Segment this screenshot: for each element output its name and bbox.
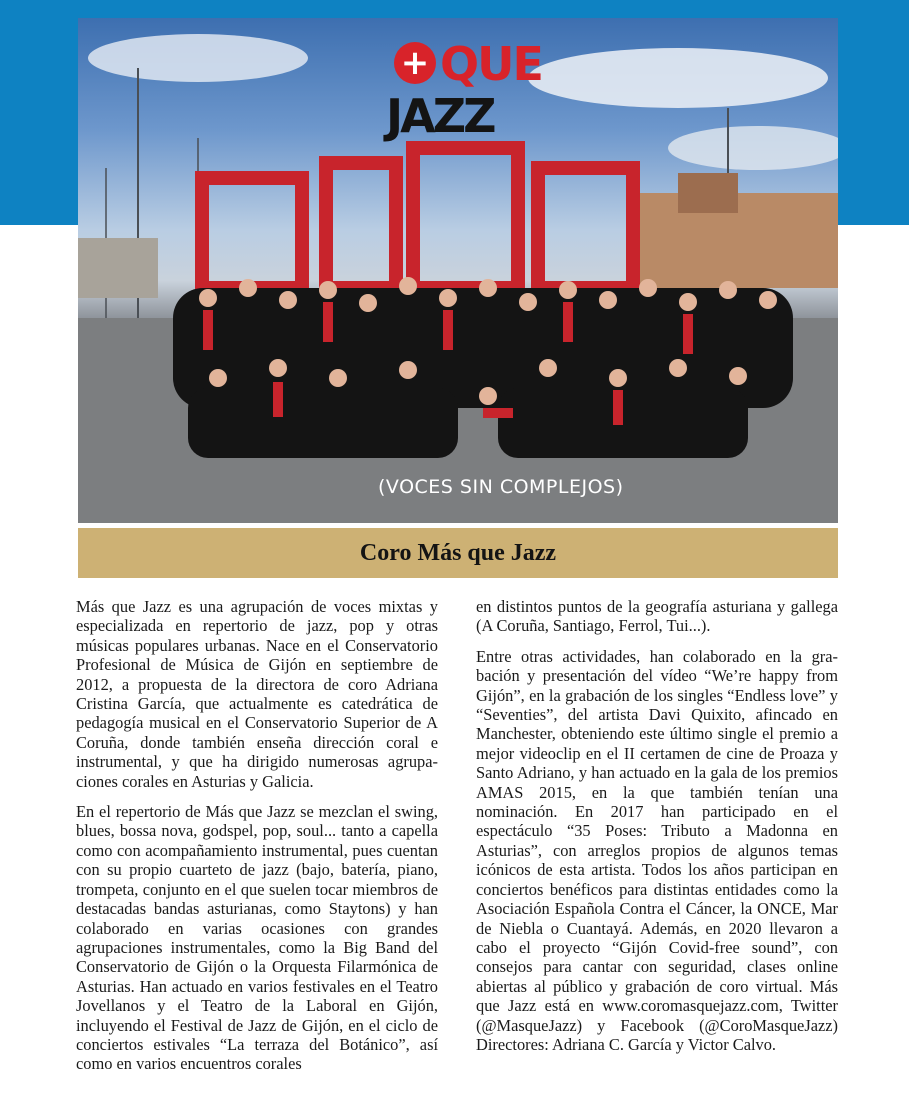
paragraph: Entre otras actividades, han colaborado en la grabación y presentación del vídeo “We’re happy from Gijón”, en la grabación de los singles “Endless love” y “Seventies”, del artista Davi Quixito, afincado en Manchester, obteniendo este último single el premio a mejor videoclip en el II certamen de cine de Proaza y Santo Adriano, y han actuado en la gala de los premios AMAS 2015, en la que también tenían una nominación. En 2017 han participado en el espectáculo “35 Poses: Tributo a Madonna en Asturias”, con arreglos propios de algunos temas icónicos de esta artista. Todos los años participan en conciertos benéficos para distintas entidades como la Asociación Española Contra el Cáncer, la ONCE, Mar de Niebla o Cuantayá. Además, en 2020 llevaron a cabo el proyecto “Gijón Covid-free sound”, con consejos para cantar con seguridad, clases online abiertas al público y grabación de coro virtual. Más que Jazz está en www.coromasquejazz.com, Twitter (@MasqueJazz) y Facebook (@CoroMasqueJazz) Directores: Adriana C. García y Victor Calvo. <box>476 646 838 1054</box>
title-bar <box>78 528 838 578</box>
paragraph: en distintos puntos de la geografía asturiana y gallega (A Coruña, Santiago, Ferrol, Tui...). <box>476 597 838 636</box>
logo-jazz-text: JAZZ <box>386 89 494 143</box>
left-column <box>76 597 438 1085</box>
photo-tagline: (VOCES SIN COMPLEJOS) <box>378 476 624 498</box>
logo-que-text: QUE <box>440 37 542 91</box>
paragraph: Más que Jazz es una agrupación de voces mixtas y especializada en repertorio de jazz, pop y otras músicas populares urbanas. Nace en el Conservatorio Profesional de Música de Gijón en septiembre de 2012, a propuesta de la directora de coro Adriana Cristina García, que actualmente es catedrática de pedagogía musical en el Conservatorio Superior de A Coruña, donde también enseña dirección coral e instrumental, y que ha dirigido numerosas agrupaciones corales en Asturias y Galicia. <box>76 597 438 791</box>
article-title: Coro Más que Jazz <box>359 540 557 566</box>
swiss-cross-icon: + <box>394 42 436 84</box>
right-column <box>476 597 838 1065</box>
que-jazz-logo <box>386 36 542 156</box>
paragraph: En el repertorio de Más que Jazz se mezclan el swing, blues, bossa nova, godspel, pop, soul... tanto a capella como con acompañamiento instrumental, pues cuentan con su propio cuarteto de jazz (bajo, batería, piano, trompeta, conjunto en el que suelen tocar miembros de destacadas bandas asturianas, como Staytons) y han colaborado en varias ocasiones con grandes agrupaciones instrumentales, como la Big Band del Conservatorio de Gijón o la Orquesta Filarmónica de Asturias. Han actuado en varios festivales en el Teatro Jovellanos y el Teatro de la Laboral en Gijón, incluyendo el Festival de Jazz de Gijón, en el ciclo de conciertos estivales “La terraza del Botánico”, así como en varios encuentros corales <box>76 802 438 1074</box>
choir-photo <box>78 18 838 523</box>
